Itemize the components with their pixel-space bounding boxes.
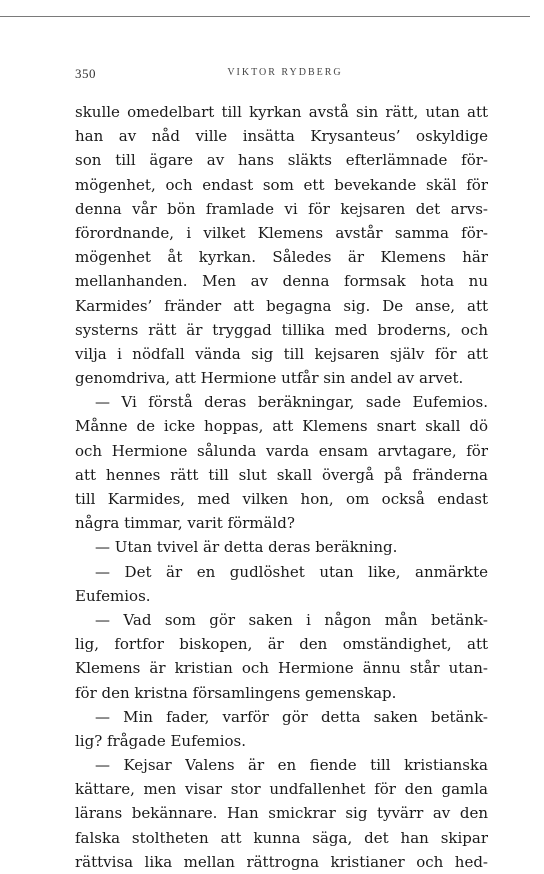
text-line: och Hermione sålunda varda ensam arvtagare, för <box>75 441 488 460</box>
text-line: mögenhet åt kyrkan. Således är Klemens här <box>75 248 488 267</box>
text-line: att hennes rätt till slut skall övergå på fränderna <box>75 465 488 484</box>
text-line: lärans bekännare. Han smickrar sig tyvärr av den <box>75 804 488 823</box>
page-number: 350 <box>75 66 96 81</box>
text-line: kättare, men visar stor undfallenhet för den gamla <box>75 780 488 799</box>
text-line: mögenhet, och endast som ett bevekande skäl för <box>75 175 488 194</box>
text-line: rättvisa lika mellan rättrogna kristianer och hed- <box>75 852 488 871</box>
top-rule <box>0 16 530 17</box>
text-line: — Utan tvivel är detta deras beräkning. <box>95 538 398 557</box>
text-line: lig, fortfor biskopen, är den omständighet, att <box>75 635 488 654</box>
text-line: förordnande, i vilket Klemens avstår samma för- <box>75 223 488 242</box>
text-line: vilja i nödfall vända sig till kejsaren själv för att <box>75 344 488 363</box>
text-line: Månne de icke hoppas, att Klemens snart skall dö <box>75 417 488 436</box>
text-line: falska stoltheten att kunna säga, det han skipar <box>75 828 488 847</box>
text-line: han av nåd ville insätta Krysanteus’ oskyldige <box>75 127 488 146</box>
text-line: Klemens är kristian och Hermione ännu står utan- <box>75 659 488 678</box>
text-line: lig? frågade Eufemios. <box>75 731 247 750</box>
text-line: till Karmides, med vilken hon, om också endast <box>75 490 488 508</box>
text-line: — Min fader, varför gör detta saken betänk- <box>95 707 488 726</box>
text-line: son till ägare av hans släkts efterlämnade för- <box>75 151 488 170</box>
text-line: Karmides’ fränder att begagna sig. De anse, att <box>75 296 488 315</box>
body-text <box>75 100 488 874</box>
text-line: skulle omedelbart till kyrkan avstå sin rätt, utan att <box>75 103 488 121</box>
text-line: några timmar, varit förmäld? <box>75 514 295 533</box>
text-line: — Vi förstå deras beräkningar, sade Eufemios. <box>95 393 488 412</box>
text-line: mellanhanden. Men av denna formsak hota nu <box>75 272 488 291</box>
text-line: denna vår bön framlade vi för kejsaren det arvs- <box>75 199 488 218</box>
text-line: — Kejsar Valens är en fiende till kristianska <box>95 756 488 775</box>
text-line: genomdriva, att Hermione utfår sin andel av arvet. <box>75 369 464 388</box>
text-line: Eufemios. <box>75 586 151 605</box>
page-header <box>75 66 495 82</box>
text-line: — Det är en gudlöshet utan like, anmärkte <box>95 562 488 581</box>
text-line: — Vad som gör saken i någon mån betänk- <box>95 610 488 629</box>
text-line: systerns rätt är tryggad tillika med broderns, och <box>75 320 488 339</box>
running-head: VIKTOR RYDBERG <box>227 67 343 78</box>
text-line: för den kristna församlingens gemenskap. <box>75 683 397 702</box>
